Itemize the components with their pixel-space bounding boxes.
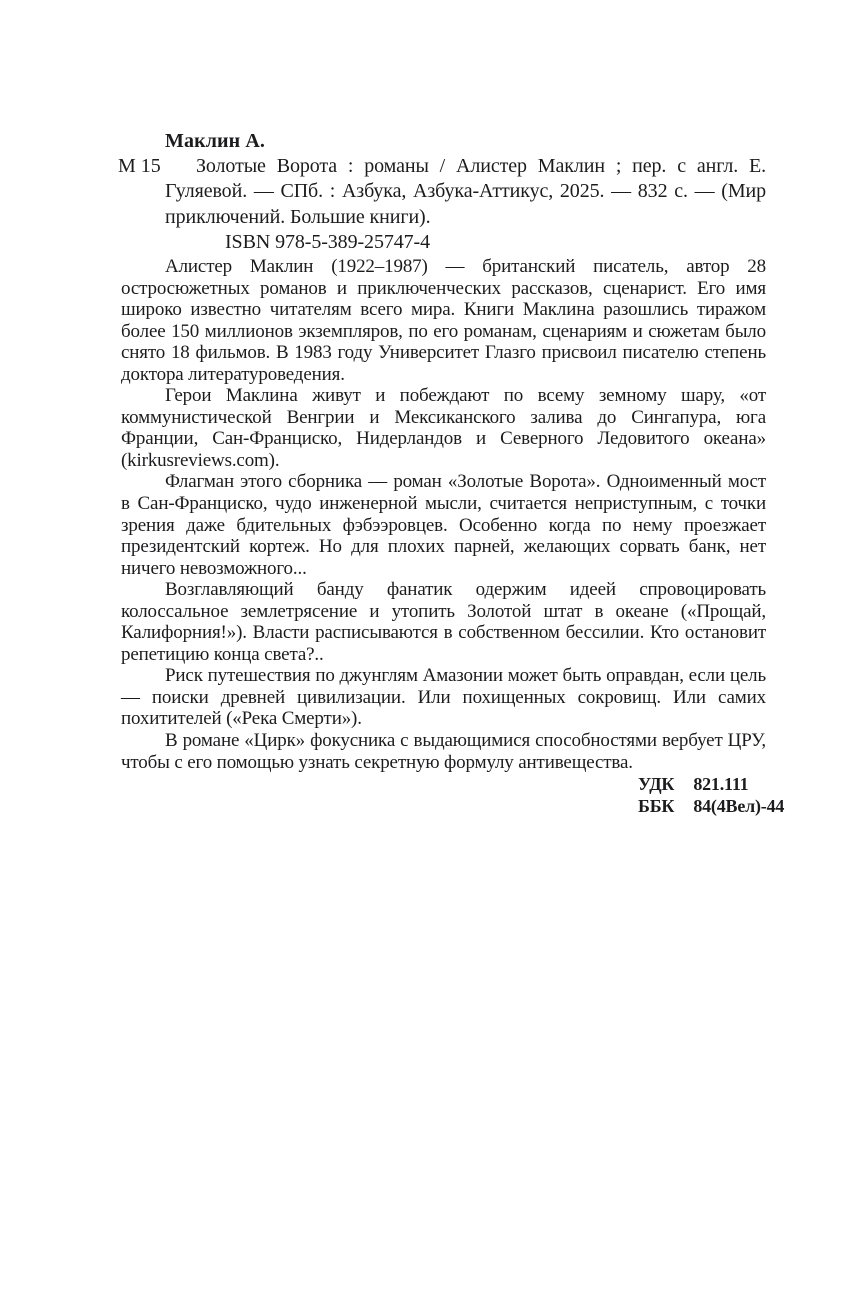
annotation-paragraph-author-bio: Алистер Маклин (1922–1987) — британский писатель, автор 28 остросюжетных романов и приключенческих рассказов, сценарист. Его имя широко известно читателям всего мира. Книги Маклина разошлись тиражом более 150 миллионов экземпляров, по его романам, сценариям и сюжетам было снято 18 фильмов. В 1983 году Университет Глазго присвоил писателю степень доктора литературоведения. (121, 256, 766, 385)
annotation (121, 256, 766, 773)
annotation-paragraph-earthquake: Возглавляющий банду фанатик одержим идеей спровоцировать колоссальное землетрясение и утопить Золотой штат в океане («Прощай, Калифорния!»). Власти расписываются в собственном бессилии. Кто остановит репетицию конца света?.. (121, 579, 766, 665)
bibliographic-entry-block (118, 154, 766, 230)
bbk-line (638, 796, 784, 818)
classification-code: М 15 (118, 155, 161, 177)
author-heading: Маклин А. (165, 130, 266, 152)
bibliographic-entry: Золотые Ворота : романы / Алистер Маклин ; пер. с англ. Е. Гуляевой. — СПб. : Азбука, Азбука-Аттикус, 2025. — 832 с. — (Мир приключений. Большие книги). (165, 155, 766, 228)
annotation-paragraph-golden-gate: Флагман этого сборника — роман «Золотые Ворота». Одноименный мост в Сан-Франциско, чудо инженерной мысли, считается неприступным, с точки зрения даже бдительных фэбээровцев. Особенно когда по нему проезжает президентский кортеж. Но для плохих парней, желающих сорвать банк, нет ничего невозможного... (121, 471, 766, 579)
udk-value: 821.111 (693, 774, 749, 794)
bbk-value: 84(4Вел)-44 (693, 795, 785, 816)
udk-line (638, 774, 784, 796)
annotation-paragraph-heroes: Герои Маклина живут и побеждают по всему земному шару, «от коммунистической Венгрии и Мексиканского залива до Сингапура, юга Франции, Сан-Франциско, Нидерландов и Северного Ледовитого океана» (kirkusreviews.com). (121, 385, 766, 471)
annotation-paragraph-river-of-death: Риск путешествия по джунглям Амазонии может быть оправдан, если цель — поиски древней цивилизации. Или похищенных сокровищ. Или самих похитителей («Река Смерти»). (121, 665, 766, 730)
isbn-line: ISBN 978-5-389-25747-4 (225, 231, 431, 253)
udk-label: УДК (638, 774, 675, 794)
classification-codes (638, 774, 784, 817)
bbk-label: ББК (638, 795, 675, 816)
annotation-paragraph-circus: В романе «Цирк» фокусника с выдающимися способностями вербует ЦРУ, чтобы с его помощью узнать секретную формулу антивещества. (121, 730, 766, 773)
